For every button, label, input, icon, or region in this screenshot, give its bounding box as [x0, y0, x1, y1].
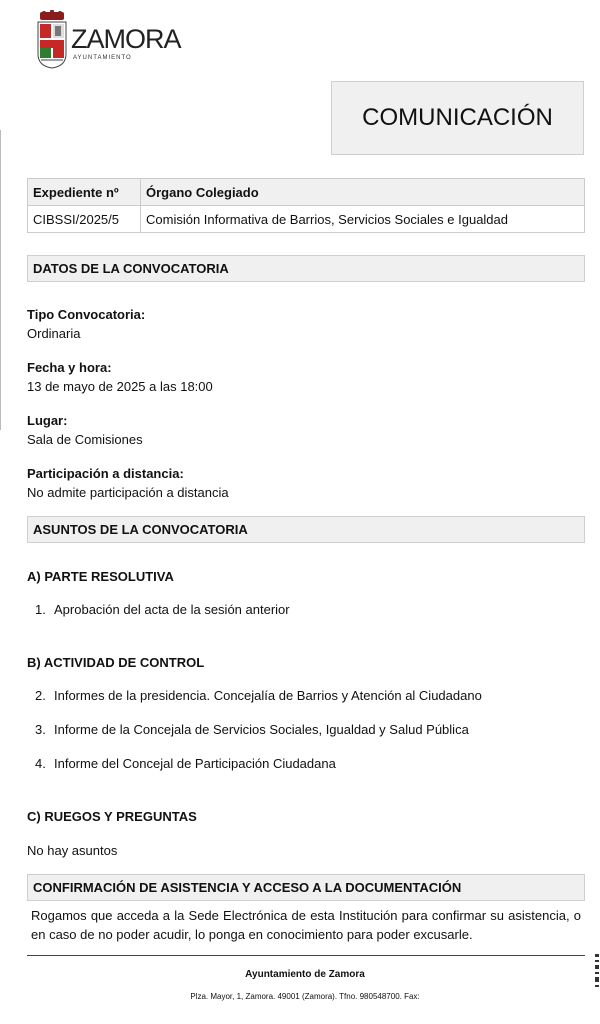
footer-institution: Ayuntamiento de Zamora: [245, 969, 365, 980]
list-item: [35, 722, 469, 737]
section-b-title: B) ACTIVIDAD DE CONTROL: [27, 655, 205, 670]
tipo-value: Ordinaria: [27, 326, 81, 341]
logo-subtitle: AYUNTAMIENTO: [73, 55, 132, 61]
item-number: 3.: [35, 722, 46, 737]
section-a-title: A) PARTE RESOLUTIVA: [27, 569, 174, 584]
fecha-label: Fecha y hora:: [27, 360, 112, 375]
tipo-label: Tipo Convocatoria:: [27, 307, 146, 322]
page-edge-line: [0, 130, 1, 430]
item-text: Informe de la Concejala de Servicios Sociales, Igualdad y Salud Pública: [54, 722, 469, 737]
datos-band: DATOS DE LA CONVOCATORIA: [27, 255, 585, 282]
participacion-value: No admite participación a distancia: [27, 485, 229, 500]
section-c-title: C) RUEGOS Y PREGUNTAS: [27, 809, 197, 824]
item-number: 1.: [35, 602, 46, 617]
no-asuntos-text: No hay asuntos: [27, 843, 118, 858]
lugar-value: Sala de Comisiones: [27, 432, 143, 447]
item-text: Informe del Concejal de Participación Ciudadana: [54, 756, 336, 771]
asuntos-band: ASUNTOS DE LA CONVOCATORIA: [27, 516, 585, 543]
organo-header: Órgano Colegiado: [141, 179, 585, 206]
footer-divider: [27, 955, 585, 956]
organo-value: Comisión Informativa de Barrios, Servicios Sociales e Igualdad: [141, 206, 585, 233]
document-type-box: [331, 81, 584, 155]
item-number: 2.: [35, 688, 46, 703]
expediente-value: CIBSSI/2025/5: [28, 206, 141, 233]
fecha-value: 13 de mayo de 2025 a las 18:00: [27, 379, 213, 394]
expediente-table: [27, 178, 585, 233]
table-row: [28, 206, 585, 233]
list-item: [35, 756, 336, 771]
confirmacion-text: Rogamos que acceda a la Sede Electrónica de esta Institución para confirmar su asistencia, o en caso de no poder acudir, lo ponga en conocimiento para poder excusarle.: [31, 908, 581, 942]
lugar-label: Lugar:: [27, 413, 68, 428]
item-text: Informes de la presidencia. Concejalía de Barrios y Atención al Ciudadano: [54, 688, 482, 703]
footer-address: Plza. Mayor, 1, Zamora. 49001 (Zamora). Tfno. 980548700. Fax:: [190, 992, 420, 1001]
item-number: 4.: [35, 756, 46, 771]
logo-wordmark: ZAMORA: [71, 24, 181, 54]
document-type-title: COMUNICACIÓN: [362, 104, 553, 131]
table-header-row: [28, 179, 585, 206]
list-item: [35, 602, 290, 617]
list-item: [35, 688, 482, 703]
participacion-label: Participación a distancia:: [27, 466, 184, 481]
item-text: Aprobación del acta de la sesión anterior: [54, 602, 290, 617]
confirmacion-band: CONFIRMACIÓN DE ASISTENCIA Y ACCESO A LA DOCUMENTACIÓN: [27, 874, 585, 901]
expediente-header: Expediente nº: [28, 179, 141, 206]
edge-barcode-icon: [594, 952, 600, 992]
